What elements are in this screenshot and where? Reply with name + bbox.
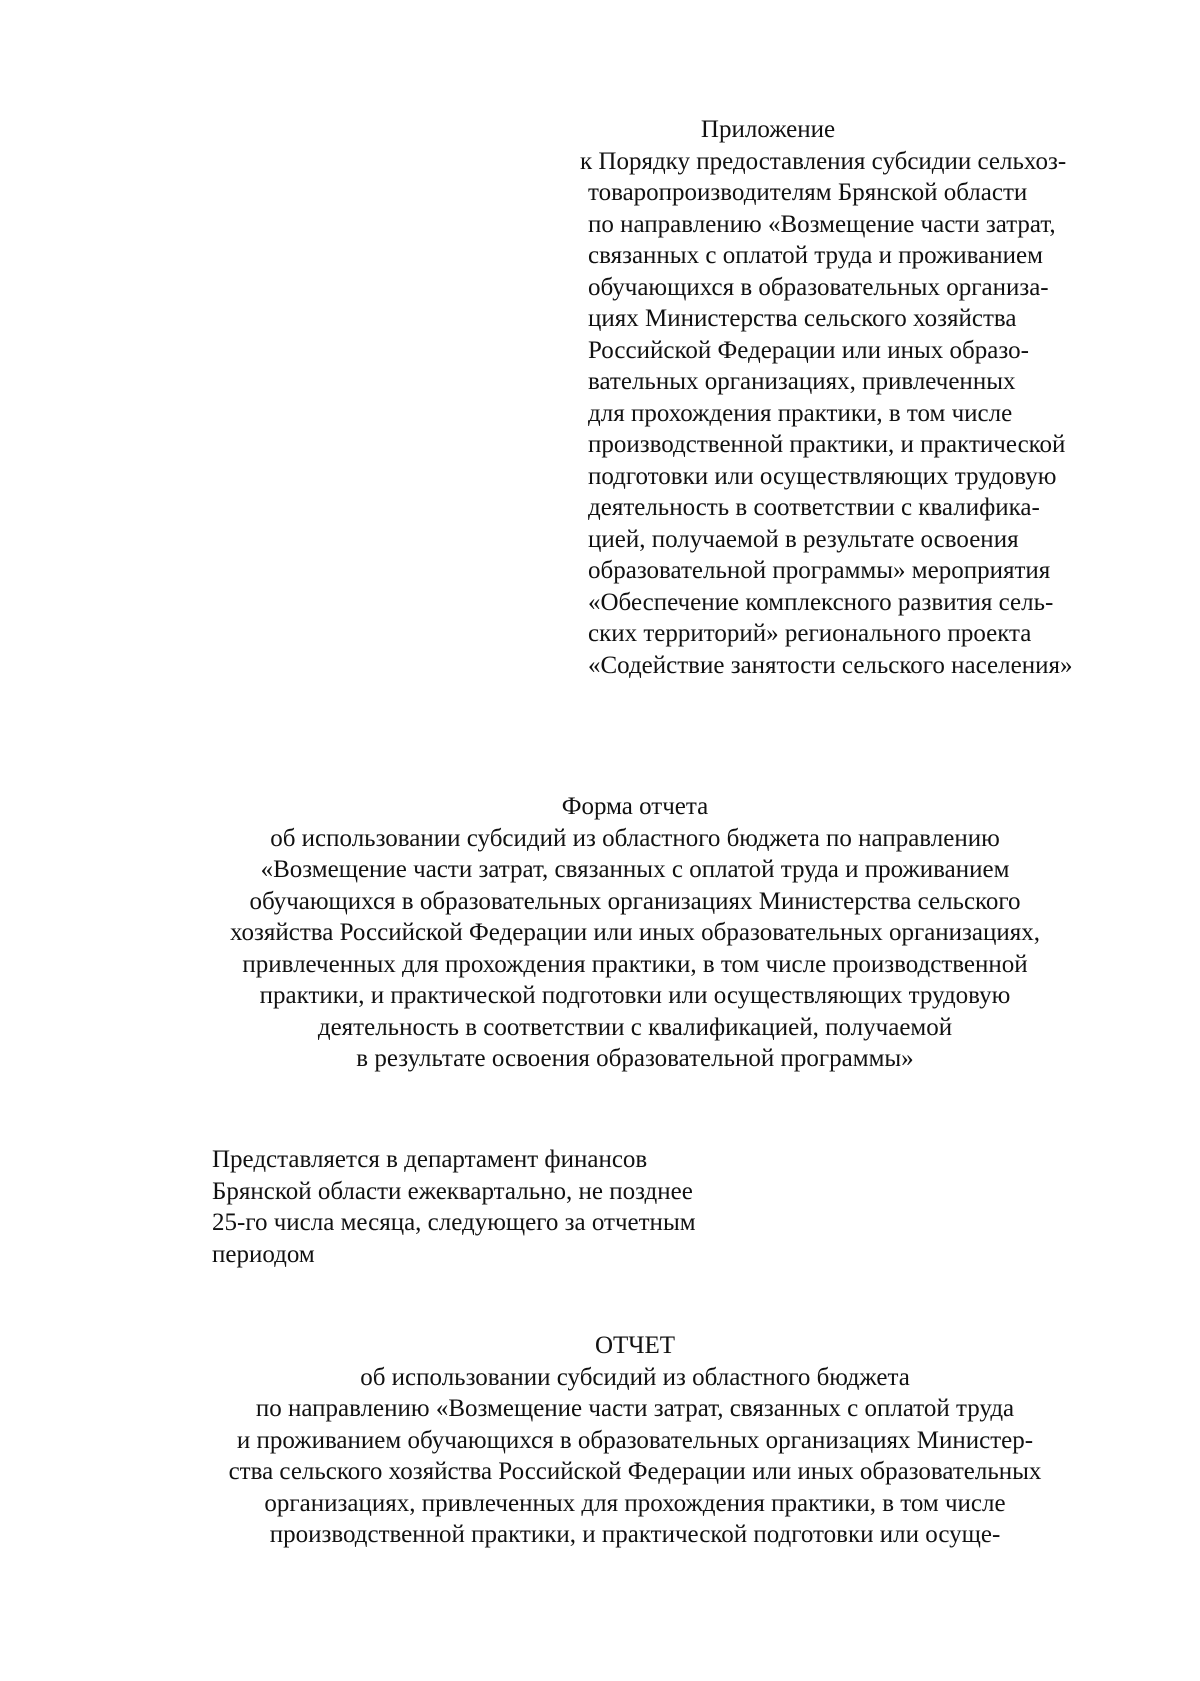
appendix-line: обучающихся в образовательных организа-: [588, 273, 1049, 301]
submission-note: [212, 1144, 812, 1270]
form-title-line: деятельность в соответствии с квалификацией, получаемой: [317, 1013, 953, 1041]
appendix-line: «Обеспечение комплексного развития сель-: [588, 588, 1054, 616]
report-heading: ОТЧЕТ: [594, 1332, 676, 1359]
appendix-line: цией, получаемой в результате освоения: [588, 525, 1019, 553]
report-line: по направлению «Возмещение части затрат, связанных с оплатой труда: [255, 1395, 1015, 1422]
form-title-line: хозяйства Российской Федерации или иных образовательных организациях,: [229, 919, 1041, 946]
appendix-line: Российской Федерации или иных образо-: [588, 336, 1029, 364]
form-title-line: практики, и практической подготовки или осуществляющих трудовую: [259, 982, 1011, 1009]
report-line: об использовании субсидий из областного бюджета: [360, 1363, 910, 1391]
report-line: организациях, привлеченных для прохождения практики, в том числе: [264, 1489, 1006, 1517]
appendix-line: товаропроизводителям Брянской области: [588, 179, 1028, 206]
form-title-heading: Форма отчета: [561, 793, 709, 820]
form-title-line: об использовании субсидий из областного бюджета по направлению: [270, 824, 1000, 852]
appendix-line: ских территорий» регионального проекта: [588, 620, 1032, 647]
appendix-line: по направлению «Возмещение части затрат,: [588, 210, 1056, 238]
appendix-block: [580, 114, 1148, 681]
form-title-block: [150, 791, 1120, 1075]
appendix-line: подготовки или осуществляющих трудовую: [588, 462, 1057, 490]
submission-line: 25-го числа месяца, следующего за отчетным: [212, 1209, 696, 1236]
form-title-line: в результате освоения образовательной программы»: [356, 1045, 914, 1072]
form-title-line: «Возмещение части затрат, связанных с оплатой труда и проживанием: [260, 856, 1010, 883]
appendix-line: к Порядку предоставления субсидии сельхоз-: [580, 147, 1067, 175]
appendix-line: «Содействие занятости сельского населения»: [588, 651, 1073, 679]
form-title-line: привлеченных для прохождения практики, в том числе производственной: [242, 950, 1028, 978]
appendix-line: связанных с оплатой труда и проживанием: [588, 242, 1043, 269]
submission-line: Брянской области ежеквартально, не позднее: [212, 1177, 693, 1205]
report-line: и проживанием обучающихся в образовательных организациях Министер-: [236, 1426, 1034, 1454]
appendix-line: деятельность в соответствии с квалифика-: [588, 494, 1040, 521]
submission-line: Представляется в департамент финансов: [212, 1146, 648, 1173]
appendix-line: производственной практики, и практической: [588, 431, 1066, 458]
report-line: ства сельского хозяйства Российской Федерации или иных образовательных: [228, 1458, 1042, 1485]
appendix-line: образовательной программы» мероприятия: [588, 557, 1051, 584]
submission-line: периодом: [212, 1240, 315, 1268]
appendix-line: вательных организациях, привлеченных: [588, 368, 1016, 395]
appendix-line: циях Министерства сельского хозяйства: [588, 305, 1017, 332]
report-line: производственной практики, и практической подготовки или осуще-: [269, 1521, 1001, 1548]
appendix-line: для прохождения практики, в том числе: [588, 399, 1013, 427]
report-block: [150, 1330, 1120, 1551]
appendix-heading: Приложение: [700, 116, 836, 143]
form-title-line: обучающихся в образовательных организациях Министерства сельского: [249, 887, 1021, 915]
